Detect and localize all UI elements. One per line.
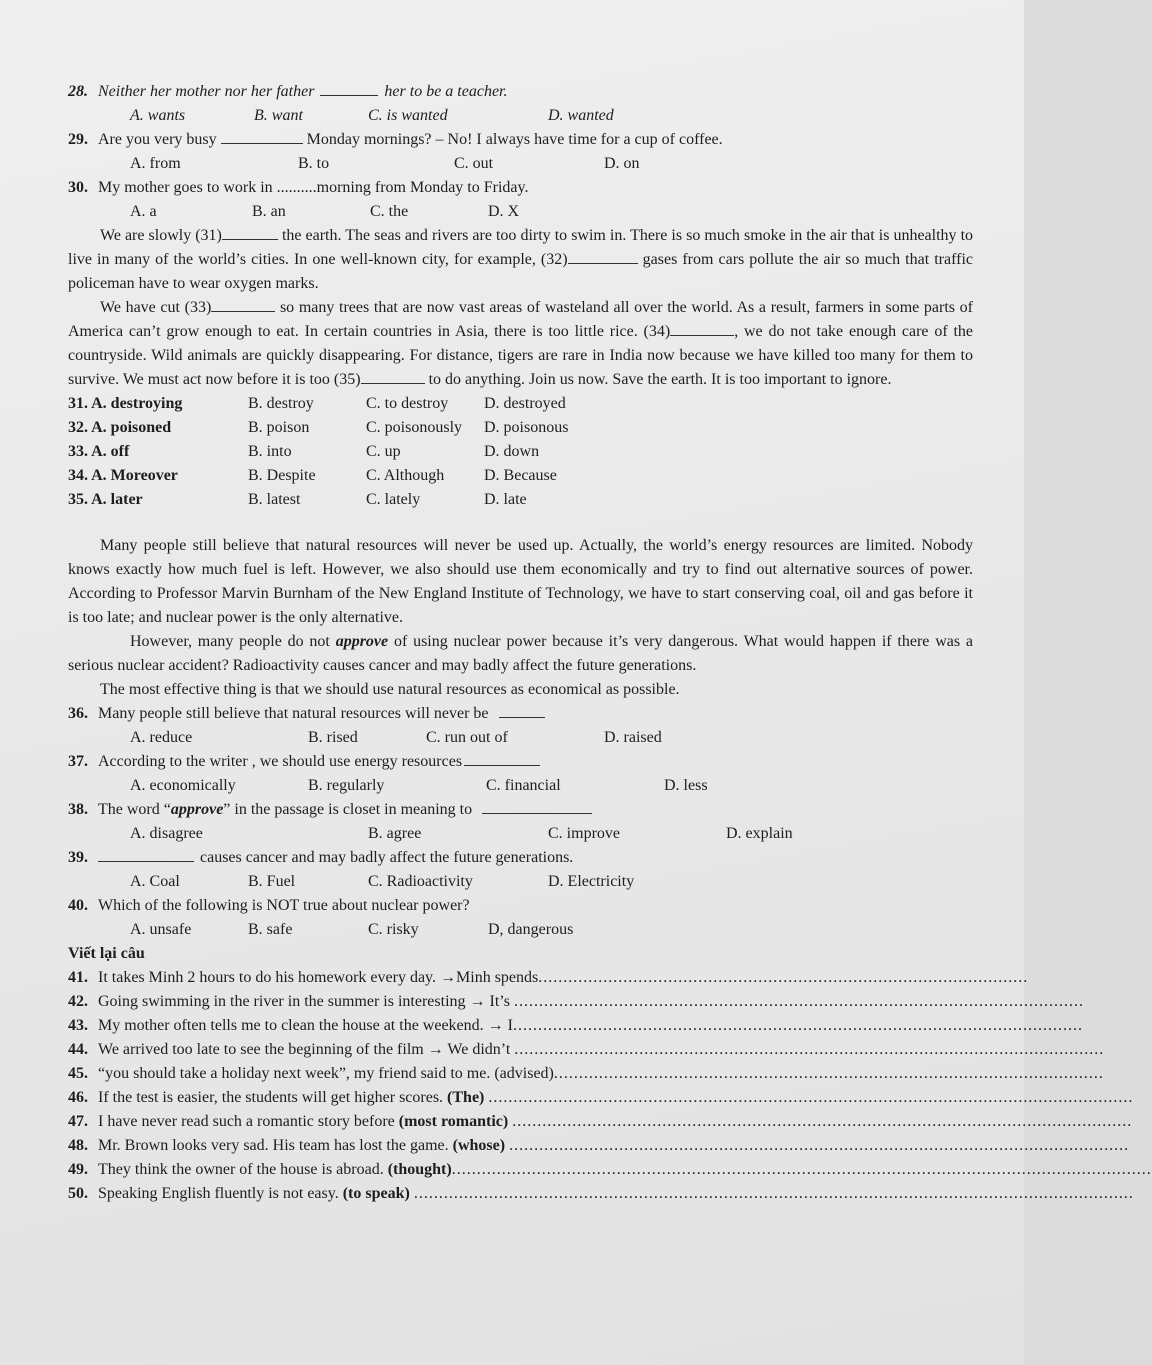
question-stem: It takes Minh 2 hours to do his homework every day. →Minh spends [98,969,539,986]
question-29-options [68,152,973,176]
option: A. from [130,155,181,172]
option: B. Despite [248,467,316,484]
passage-text: We are slowly (31) [100,227,222,244]
rewrite-item [68,966,1029,990]
option: C. run out of [426,729,508,746]
reading-passage-paragraph [68,296,973,392]
option: C. financial [486,777,561,794]
option: B. to [298,155,330,172]
question-stem: Monday mornings? – No! I always have time for a cup of coffee. [306,131,723,148]
reading-passage-paragraph [68,630,973,678]
option: B. into [248,443,292,460]
question-stem: I have never read such a romantic story before [98,1113,395,1130]
question-stem: Neither her mother nor her father [98,83,315,100]
answer-blank [482,799,592,814]
question-number: 45. [68,1065,88,1082]
answer-dots: ................................................................................................................................................ [413,1185,1134,1202]
worksheet-content [68,80,1152,1206]
question-stem: Are you very busy [98,131,217,148]
answer-dots: ............................................................................................................................................ [451,1161,1152,1178]
question-28 [68,80,973,104]
passage-text: the earth. The seas and rivers are too dirty to swim in. There is so much smoke in the air that is unhealthy to live in many of the world’s cities. In one well-known city, for example, (32) [68,227,974,268]
option: D. Because [484,467,557,484]
option: B. regularly [308,777,385,794]
option: D. destroyed [484,395,566,412]
question-number: 43. [68,1017,88,1034]
option: A. unsafe [130,921,192,938]
rewrite-list [68,966,1152,1206]
answer-dots: ............................................................................................................................ [509,1137,1130,1154]
option: 31. A. destroying [68,395,183,412]
answer-blank-32 [568,249,638,264]
option: A. wants [130,107,186,124]
question-36 [68,702,973,726]
answer-blank [464,751,540,766]
option: B. rised [308,729,358,746]
answer-blank-35 [361,369,425,384]
option: D. raised [604,729,662,746]
option: B. destroy [248,395,314,412]
option: B. safe [248,921,293,938]
rewrite-item [68,990,1084,1014]
answer-blank-31 [222,225,278,240]
option: D. late [484,491,527,508]
cue-word: (whose) [452,1137,506,1154]
question-number: 46. [68,1089,88,1106]
option: C. out [454,155,494,172]
question-30 [68,176,973,200]
question-stem: “you should take a holiday next week”, my friend said to me. (advised) [98,1065,554,1082]
option: C. Although [366,467,445,484]
question-number: 30. [68,179,88,196]
question-40-options [68,918,973,942]
rewrite-item [68,1158,1152,1182]
answer-blank [320,81,378,96]
question-38 [68,798,973,822]
question-number: 39. [68,849,88,866]
option: C. is wanted [368,107,448,124]
option: C. improve [548,825,620,842]
question-number: 47. [68,1113,88,1130]
answer-blank-33 [211,297,275,312]
question-stem: My mother often tells me to clean the house at the weekend. → I [98,1017,513,1034]
cloze-options-table [68,392,973,512]
question-number: 28. [68,83,88,100]
question-number: 49. [68,1161,88,1178]
question-29 [68,128,973,152]
question-38-options [68,822,973,846]
spacer [68,512,973,534]
question-stem: My mother goes to work in ..........morning from Monday to Friday. [98,179,529,196]
question-36-options [68,726,973,750]
answer-dots: .................................................................................................................. [512,1017,1083,1034]
question-number: 41. [68,969,88,986]
passage-text: so many trees that are now vast areas of wasteland all over the world. As a result, farmers in some parts of America can’t grow enough to eat. In certain countries in Asia, there is too little rice. (34) [68,299,974,340]
option: A. economically [130,777,236,794]
answer-blank [98,847,194,862]
rewrite-item [68,1086,1134,1110]
passage-text: gases from cars pollute the air so much that traffic policeman have to wear oxygen marks. [68,251,974,292]
answer-blank-34 [670,321,734,336]
cue-word: (The) [447,1089,485,1106]
answer-dots: ...................................................................................................................... [514,1041,1105,1058]
option: B. agree [368,825,422,842]
option: 34. A. Moreover [68,467,178,484]
question-number: 36. [68,705,88,722]
rewrite-item [68,1134,1130,1158]
option: D. explain [726,825,793,842]
option: B. latest [248,491,301,508]
answer-dots: .............................................................................................................. [553,1065,1104,1082]
rewrite-item [68,1182,1134,1206]
option: D. on [604,155,640,172]
option: B. Fuel [248,873,296,890]
option: D. poisonous [484,419,569,436]
cue-word: (thought) [387,1161,452,1178]
question-30-options [68,200,973,224]
question-stem: We arrived too late to see the beginning of the film → We didn’t [98,1041,511,1058]
cue-word: (to speak) [342,1185,410,1202]
emphasized-word: approve [170,801,224,818]
option: C. lately [366,491,421,508]
question-stem: Mr. Brown looks very sad. His team has lost the game. [98,1137,449,1154]
question-stem: The word “ [98,801,171,818]
option: D. wanted [548,107,614,124]
passage-text: of using nuclear power because it’s very dangerous. What would happen if there was a serious nuclear accident? Radioactivity causes cancer and may badly affect the future generations. [68,633,973,674]
answer-dots: .................................................................................................................. [513,993,1084,1010]
question-stem: They think the owner of the house is abroad. [98,1161,384,1178]
question-37 [68,750,973,774]
rewrite-item [68,1062,1104,1086]
question-number: 44. [68,1041,88,1058]
question-number: 42. [68,993,88,1010]
reading-passage-paragraph: Many people still believe that natural resources will never be used up. Actually, the world’s energy resources are limited. Nobody knows exactly how much fuel is left. However, we also should use them economically and try to find out alternative sources of power. According to Professor Marvin Burnham of the New England Institute of Technology, we have to start conserving coal, oil and gas before it is too late; and nuclear power is the only alternative. [68,537,973,626]
option: B. an [252,203,286,220]
rewrite-item [68,1014,1083,1038]
question-number: 40. [68,897,88,914]
question-number: 29. [68,131,88,148]
option: C. poisonously [366,419,463,436]
option: D. Electricity [548,873,635,890]
section-heading: Viết lại câu [68,945,145,962]
reading-passage-paragraph [68,224,973,296]
question-stem: If the test is easier, the students will get higher scores. [98,1089,444,1106]
passage-text: However, many people do not [130,633,330,650]
question-number: 37. [68,753,88,770]
option: A. disagree [130,825,203,842]
question-stem: Many people still believe that natural resources will never be [98,705,489,722]
rewrite-item [68,1038,1105,1062]
option: C. Radioactivity [368,873,473,890]
option: D. X [488,203,520,220]
question-number: 48. [68,1137,88,1154]
option: C. up [366,443,401,460]
question-37-options [68,774,973,798]
option: A. reduce [130,729,193,746]
rewrite-item [68,1110,1133,1134]
cue-word: (most romantic) [398,1113,509,1130]
passage-text: , we do not take enough care of the countryside. Wild animals are quickly disappearing. For distance, tigers are rare in India now because we have killed too many for them to survive. We must act now before it is too (35) [68,323,973,388]
answer-dots: ................................................................................................................................. [488,1089,1134,1106]
option: C. the [370,203,409,220]
answer-dots: .................................................................................................. [538,969,1029,986]
option: 32. A. poisoned [68,419,172,436]
answer-blank [499,703,545,718]
option: B. poison [248,419,310,436]
question-39-options [68,870,973,894]
question-stem: her to be a teacher. [384,83,508,100]
question-number: 50. [68,1185,88,1202]
option: 33. A. off [68,443,130,460]
question-28-options [68,104,973,128]
option: C. risky [368,921,419,938]
question-40 [68,894,973,918]
question-stem: Going swimming in the river in the summer is interesting → It’s [98,993,510,1010]
passage-text: We have cut (33) [100,299,212,316]
question-39 [68,846,973,870]
option: A. Coal [130,873,180,890]
option: D. less [664,777,708,794]
answer-dots: ............................................................................................................................ [512,1113,1133,1130]
option: C. to destroy [366,395,449,412]
question-stem: Which of the following is NOT true about nuclear power? [98,897,470,914]
answer-blank [221,129,303,144]
option: D. down [484,443,540,460]
emphasized-word: approve [335,633,389,650]
option: B. want [254,107,303,124]
reading-passage-paragraph: The most effective thing is that we should use natural resources as economical as possible. [100,681,680,698]
passage-text: to do anything. Join us now. Save the earth. It is too important to ignore. [428,371,892,388]
question-stem: According to the writer , we should use energy resources [98,753,463,770]
question-stem: ” in the passage is closet in meaning to [223,801,473,818]
question-stem: Speaking English fluently is not easy. [98,1185,339,1202]
option: 35. A. later [68,491,143,508]
option: D, dangerous [488,921,574,938]
question-number: 38. [68,801,88,818]
option: A. a [130,203,157,220]
question-stem: causes cancer and may badly affect the future generations. [200,849,574,866]
